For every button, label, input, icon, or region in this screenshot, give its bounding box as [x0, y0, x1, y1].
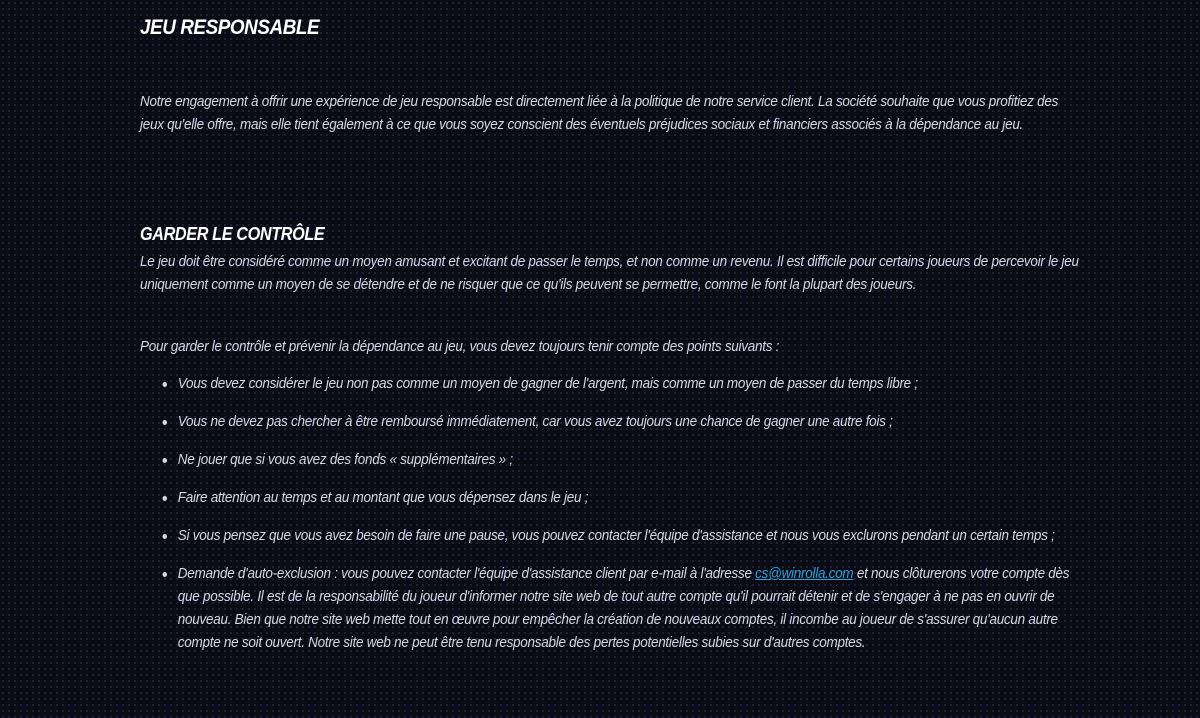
self-exclusion-text-after: et nous clôturerons votre compte dès que possible. Il est de la responsabilité du joueur d'informer notre site web de tout autre compte qu'il pourrait détenir et de s'engager à ne pas en ouvrir de nouveau. Bien que notre site web mette tout en œuvre pour empêcher la création de nouveaux comptes, il incombe au joueur de s'assurer qu'aucun autre compte ne soit ouvert. Notre site web ne peut être tenu responsable des pertes potentielles subies sur d'autres comptes. [177, 565, 1070, 651]
section-paragraph-1: Le jeu doit être considéré comme un moyen amusant et excitant de passer le temps, et non comme un revenu. Il est difficile pour certains joueurs de percevoir le jeu uniquement comme un moyen de se détendre et de ne risquer que ce qu'ils peuvent se permettre, comme le font la plupart des joueurs. [140, 253, 1079, 293]
list-item: Ne jouer que si vous avez des fonds « supplémentaires » ; [178, 448, 1078, 471]
section-paragraph-2: Pour garder le contrôle et prévenir la dépendance au jeu, vous devez toujours tenir compte des points suivants : [140, 338, 780, 355]
support-email-link[interactable]: cs@winrolla.com [755, 565, 854, 582]
list-item-self-exclusion [178, 562, 1078, 654]
list-item: Si vous pensez que vous avez besoin de faire une pause, vous pouvez contacter l'équipe d'assistance et nous vous exclurons pendant un certain temps ; [178, 524, 1078, 547]
self-exclusion-text-before: Demande d'auto-exclusion : vous pouvez contacter l'équipe d'assistance client par e-mail à l'adresse [177, 565, 756, 582]
list-item: Faire attention au temps et au montant que vous dépensez dans le jeu ; [178, 486, 1078, 509]
list-item: Vous ne devez pas chercher à être remboursé immédiatement, car vous avez toujours une chance de gagner une autre fois ; [178, 410, 1078, 433]
intro-paragraph: Notre engagement à offrir une expérience de jeu responsable est directement liée à la politique de notre service client. La société souhaite que vous profitiez des jeux qu'elle offre, mais elle tient également à ce que vous soyez conscient des éventuels préjudices sociaux et financiers associés à la dépendance au jeu. [140, 93, 1059, 133]
tips-list [140, 372, 1078, 669]
list-item: Vous devez considérer le jeu non pas comme un moyen de gagner de l'argent, mais comme un moyen de passer du temps libre ; [178, 372, 1078, 395]
section-heading: GARDER LE CONTRÔLE [140, 224, 325, 244]
page-title: JEU RESPONSABLE [140, 16, 320, 39]
